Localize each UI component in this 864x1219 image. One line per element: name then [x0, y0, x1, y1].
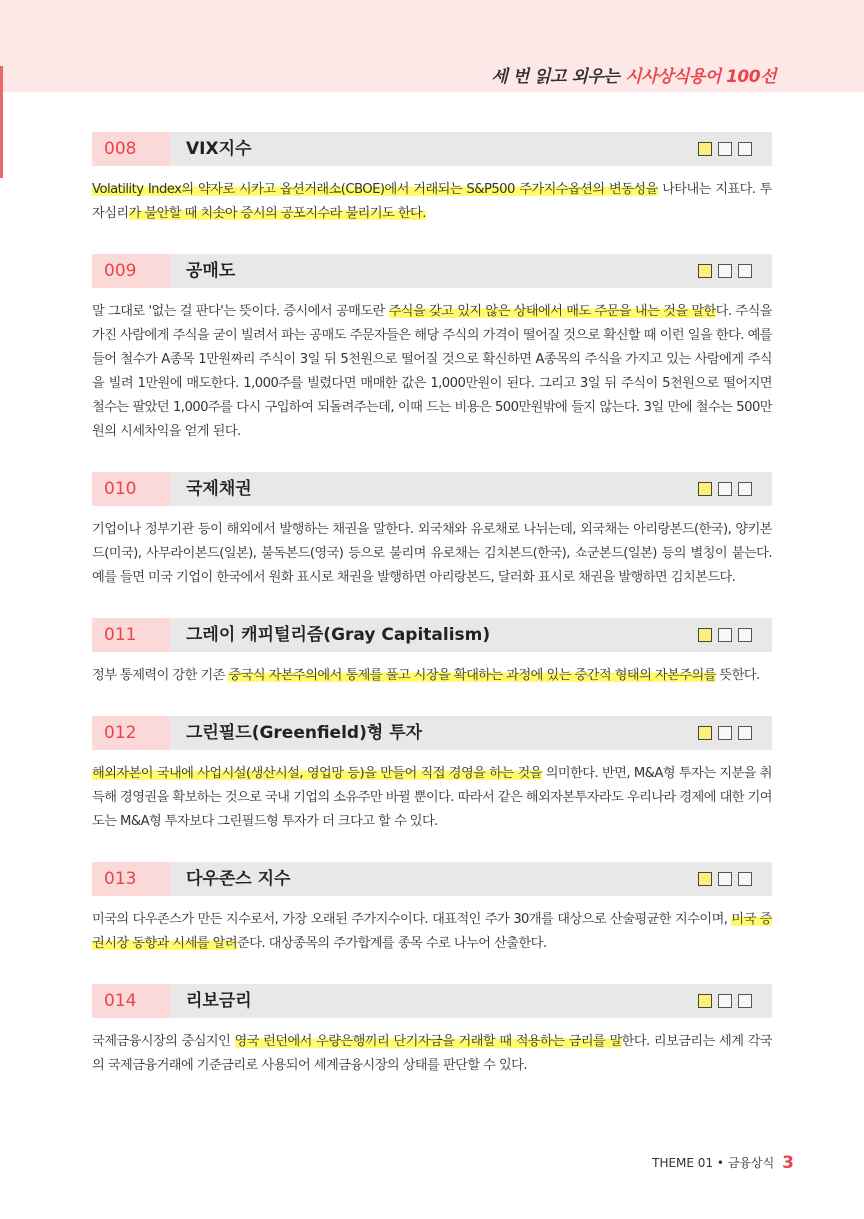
definition-text: 준다. 대상종목의 주가합계를 종목 수로 나누어 산출한다.	[237, 936, 547, 951]
term-number: 013	[92, 862, 170, 896]
term-title: 다우존스 지수	[186, 869, 291, 889]
review-checkbox-3[interactable]	[738, 482, 752, 496]
review-checkboxes	[698, 726, 752, 740]
highlighted-text: 영국 런던에서 우량은행끼리 단기자금을 거래할 때 적용하는 금리를 말	[234, 1034, 622, 1049]
term-entry	[92, 254, 772, 444]
edge-tab-marker	[0, 66, 3, 178]
term-entry	[92, 984, 772, 1078]
term-header-bar	[92, 984, 772, 1018]
review-checkbox-2[interactable]	[718, 264, 732, 278]
term-number: 014	[92, 984, 170, 1018]
review-checkbox-2[interactable]	[718, 872, 732, 886]
footer-theme: THEME 01 • 금융상식	[652, 1156, 775, 1170]
definition-text: 정부 통제력이 강한 기존	[92, 668, 229, 683]
term-definition	[92, 664, 772, 688]
page-number: 3	[782, 1153, 794, 1173]
definition-text: 말 그대로 '없는 걸 판다'는 뜻이다. 증시에서 공매도란	[92, 304, 389, 319]
review-checkbox-2[interactable]	[718, 994, 732, 1008]
term-entry	[92, 132, 772, 226]
term-number: 012	[92, 716, 170, 750]
review-checkbox-3[interactable]	[738, 994, 752, 1008]
term-title: 공매도	[186, 261, 236, 281]
highlighted-text: 중국식 자본주의에서 통제를 풀고 시장을 확대하는 과정에 있는 중간적 형태의 자본주의를	[228, 668, 716, 683]
term-header-bar	[92, 862, 772, 896]
term-header-bar	[92, 618, 772, 652]
term-entries	[92, 132, 772, 1106]
review-checkbox-1[interactable]	[698, 726, 712, 740]
definition-text: 다. 주식을 가진 사람에게 주식을 굳이 빌려서 파는 공매도 주문자들은 해당 주식의 가격이 떨어질 것으로 확신할 때 이런 일을 한다. 예를 들어 철수가 A종목 1만원짜리 주식이 3일 뒤 5천원으로 떨어질 것으로 확신하면 A종목의 주식을 가지고 있는 사람에게 주식을 빌려 1만원에 매도한다. 1,000주를 빌렸다면 매매한 값은 1,000만원이 된다. 그리고 3일 뒤 주식이 5천원으로 떨어지면 철수는 팔았던 1,000주를 다시 구입하여 되돌려주는데, 이때 드는 비용은 500만원밖에 들지 않는다. 3일 만에 철수는 500만원의 시세차익을 얻게 된다.	[92, 304, 772, 439]
highlighted-text: 해외자본이 국내에 사업시설(생산시설, 영업망 등)을 만들어 직접 경영을 하는 것을	[92, 766, 542, 781]
term-header-bar	[92, 472, 772, 506]
definition-text: 한다. 리보금리는 세계 각국의 국제금융거래에 기준금리로 사용되어 세계금융시장의 상태를 판단할 수 있다.	[92, 1034, 772, 1073]
review-checkboxes	[698, 628, 752, 642]
review-checkbox-2[interactable]	[718, 726, 732, 740]
review-checkbox-3[interactable]	[738, 264, 752, 278]
term-definition	[92, 762, 772, 834]
review-checkbox-1[interactable]	[698, 994, 712, 1008]
review-checkbox-3[interactable]	[738, 142, 752, 156]
term-header-bar	[92, 132, 772, 166]
term-number: 010	[92, 472, 170, 506]
term-definition	[92, 178, 772, 226]
review-checkboxes	[698, 142, 752, 156]
review-checkboxes	[698, 264, 752, 278]
definition-text: 나타내는 지표다. 투자심리	[92, 182, 772, 221]
term-title: 국제채권	[186, 479, 252, 499]
review-checkbox-2[interactable]	[718, 628, 732, 642]
definition-text: 미국의 다우존스가 만든 지수로서, 가장 오래된 주가지수이다. 대표적인 주가 30개를 대상으로 산술평균한 지수이며,	[92, 912, 732, 927]
highlighted-text: 미국 증권시장 동향과 시세를 알려	[92, 912, 772, 951]
term-definition	[92, 518, 772, 590]
term-number: 011	[92, 618, 170, 652]
review-checkbox-1[interactable]	[698, 482, 712, 496]
review-checkbox-3[interactable]	[738, 872, 752, 886]
review-checkboxes	[698, 994, 752, 1008]
header-title-prefix: 세 번 읽고 외우는	[491, 67, 620, 87]
review-checkboxes	[698, 482, 752, 496]
term-title: 그레이 캐피털리즘(Gray Capitalism)	[186, 625, 491, 645]
term-title: VIX지수	[186, 139, 252, 159]
page-header-title	[491, 62, 776, 87]
review-checkbox-3[interactable]	[738, 726, 752, 740]
term-title: 그린필드(Greenfield)형 투자	[186, 723, 423, 743]
header-title-emphasis: 시사상식용어 100선	[625, 67, 776, 87]
term-number: 008	[92, 132, 170, 166]
page-footer	[652, 1153, 794, 1173]
review-checkbox-1[interactable]	[698, 628, 712, 642]
definition-text: 국제금융시장의 중심지인	[92, 1034, 235, 1049]
review-checkbox-1[interactable]	[698, 142, 712, 156]
review-checkbox-1[interactable]	[698, 264, 712, 278]
term-header-bar	[92, 254, 772, 288]
term-definition	[92, 1030, 772, 1078]
term-entry	[92, 862, 772, 956]
term-header-bar	[92, 716, 772, 750]
review-checkbox-1[interactable]	[698, 872, 712, 886]
review-checkboxes	[698, 872, 752, 886]
review-checkbox-2[interactable]	[718, 482, 732, 496]
review-checkbox-3[interactable]	[738, 628, 752, 642]
definition-text: 기업이나 정부기관 등이 해외에서 발행하는 채권을 말한다. 외국채와 유로채로 나뉘는데, 외국채는 아리랑본드(한국), 양키본드(미국), 사무라이본드(일본), 불독본드(영국) 등으로 불리며 유로채는 김치본드(한국), 쇼군본드(일본) 등의 별칭이 붙는다. 예를 들면 미국 기업이 한국에서 원화 표시로 채권을 발행하면 아리랑본드, 달러화 표시로 채권을 발행하면 김치본드다.	[92, 522, 772, 585]
term-entry	[92, 472, 772, 590]
term-title: 리보금리	[186, 991, 252, 1011]
term-entry	[92, 618, 772, 688]
term-number: 009	[92, 254, 170, 288]
review-checkbox-2[interactable]	[718, 142, 732, 156]
highlighted-text: 가 불안할 때 치솟아 증시의 공포지수라 불리기도 한다.	[128, 206, 426, 221]
term-definition	[92, 908, 772, 956]
term-definition	[92, 300, 772, 444]
highlighted-text: Volatility Index의 약자로 시카고 옵션거래소(CBOE)에서 거래되는 S&P500 주가지수옵션의 변동성을	[92, 182, 658, 197]
definition-text: 뜻한다.	[715, 668, 760, 683]
definition-text: 의미한다. 반면, M&A형 투자는 지분을 취득해 경영권을 확보하는 것으로 국내 기업의 소유주만 바뀔 뿐이다. 따라서 같은 해외자본투자라도 우리나라 경제에 대한 기여도는 M&A형 투자보다 그린필드형 투자가 더 크다고 할 수 있다.	[92, 766, 772, 829]
highlighted-text: 주식을 갖고 있지 않은 상태에서 매도 주문을 내는 것을 말한	[388, 304, 716, 319]
term-entry	[92, 716, 772, 834]
